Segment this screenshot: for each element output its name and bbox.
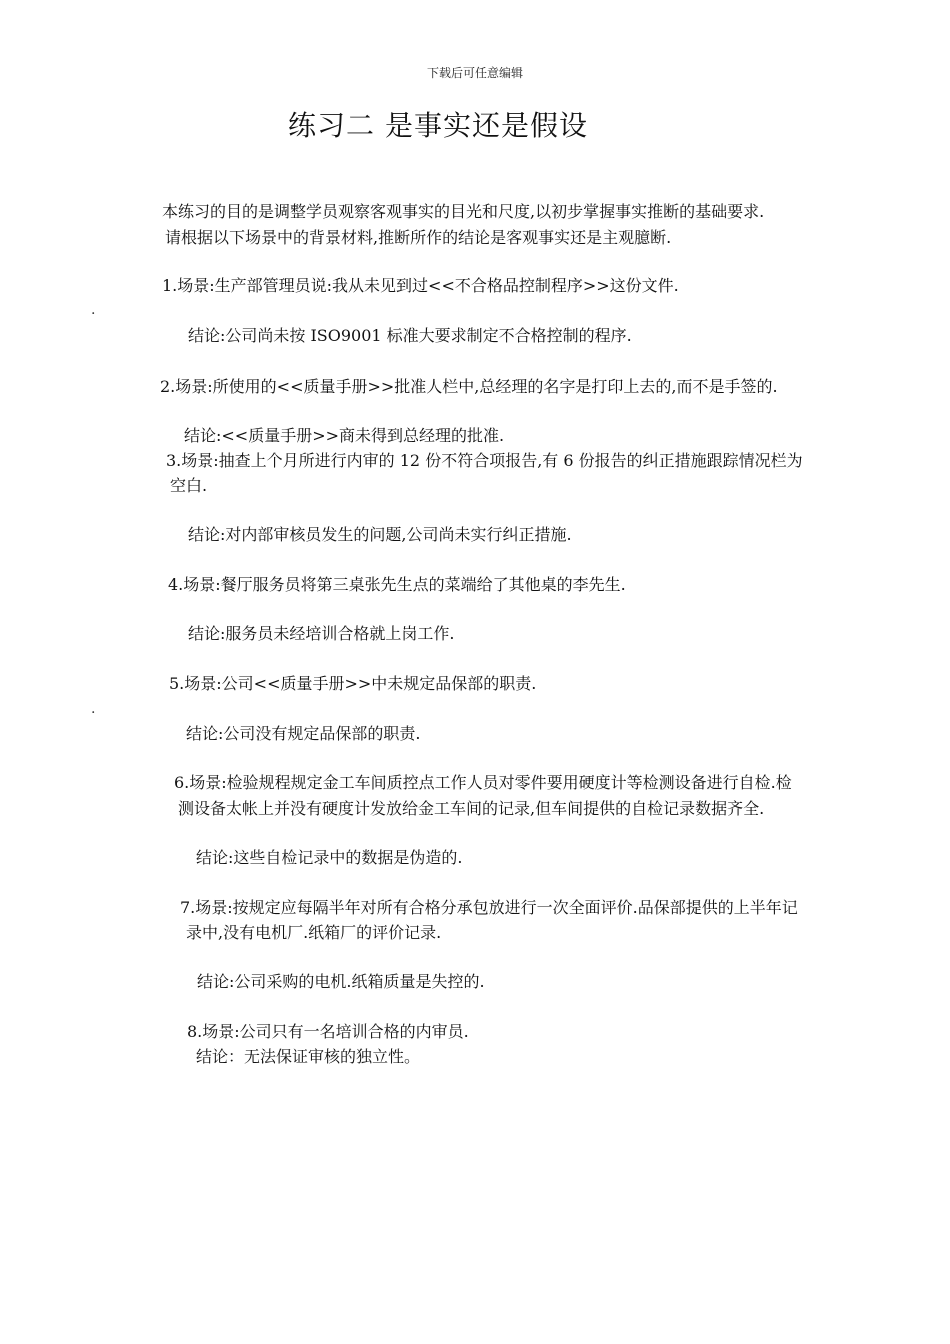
item-3-scene-line-1: 3.场景:抽查上个月所进行内审的 12 份不符合项报告,有 6 份报告的纠正措施跟踪情况栏为 [166,451,803,470]
item-6-scene-line-2: 测设备太帐上并没有硬度计发放给金工车间的记录,但车间提供的自检记录数据齐全. [178,799,765,818]
page-title: 练习二 是事实还是假设 [288,109,588,142]
item-7-conclusion: 结论:公司采购的电机.纸箱质量是失控的. [197,972,485,991]
margin-dot-1: . [91,302,96,318]
item-6-conclusion: 结论:这些自检记录中的数据是伪造的. [196,848,463,867]
item-4-conclusion: 结论:服务员未经培训合格就上岗工作. [188,624,455,643]
item-2-conclusion: 结论:<<质量手册>>商未得到总经理的批准. [184,426,505,445]
item-1-scene: 1.场景:生产部管理员说:我从未见到过<<不合格品控制程序>>这份文件. [162,276,679,295]
intro-line-2: 请根据以下场景中的背景材料,推断所作的结论是客观事实还是主观臆断. [165,228,672,247]
item-3-conclusion: 结论:对内部审核员发生的问题,公司尚未实行纠正措施. [188,525,572,544]
item-4-scene: 4.场景:餐厅服务员将第三桌张先生点的菜端给了其他桌的李先生. [168,575,626,594]
item-8-scene: 8.场景:公司只有一名培训合格的内审员. [187,1022,469,1041]
item-7-scene-line-2: 录中,没有电机厂.纸箱厂的评价记录. [186,923,442,942]
item-7-scene-line-1: 7.场景:按规定应每隔半年对所有合格分承包放进行一次全面评价.品保部提供的上半年记 [180,898,798,917]
item-6-scene-line-1: 6.场景:检验规程规定金工车间质控点工作人员对零件要用硬度计等检测设备进行自检.检 [174,773,792,792]
item-2-scene: 2.场景:所使用的<<质量手册>>批准人栏中,总经理的名字是打印上去的,而不是手签的. [160,377,778,396]
item-5-scene: 5.场景:公司<<质量手册>>中未规定品保部的职责. [169,674,537,693]
item-5-conclusion: 结论:公司没有规定品保部的职责. [186,724,421,743]
intro-line-1: 本练习的目的是调整学员观察客观事实的目光和尺度,以初步掌握事实推断的基础要求. [162,202,765,221]
item-1-conclusion: 结论:公司尚未按 ISO9001 标准大要求制定不合格控制的程序. [188,326,632,345]
margin-dot-2: . [91,701,96,717]
item-8-conclusion: 结论：无法保证审核的独立性。 [196,1047,421,1066]
header-note: 下载后可任意编辑 [426,66,523,80]
item-3-scene-line-2: 空白. [170,476,208,495]
